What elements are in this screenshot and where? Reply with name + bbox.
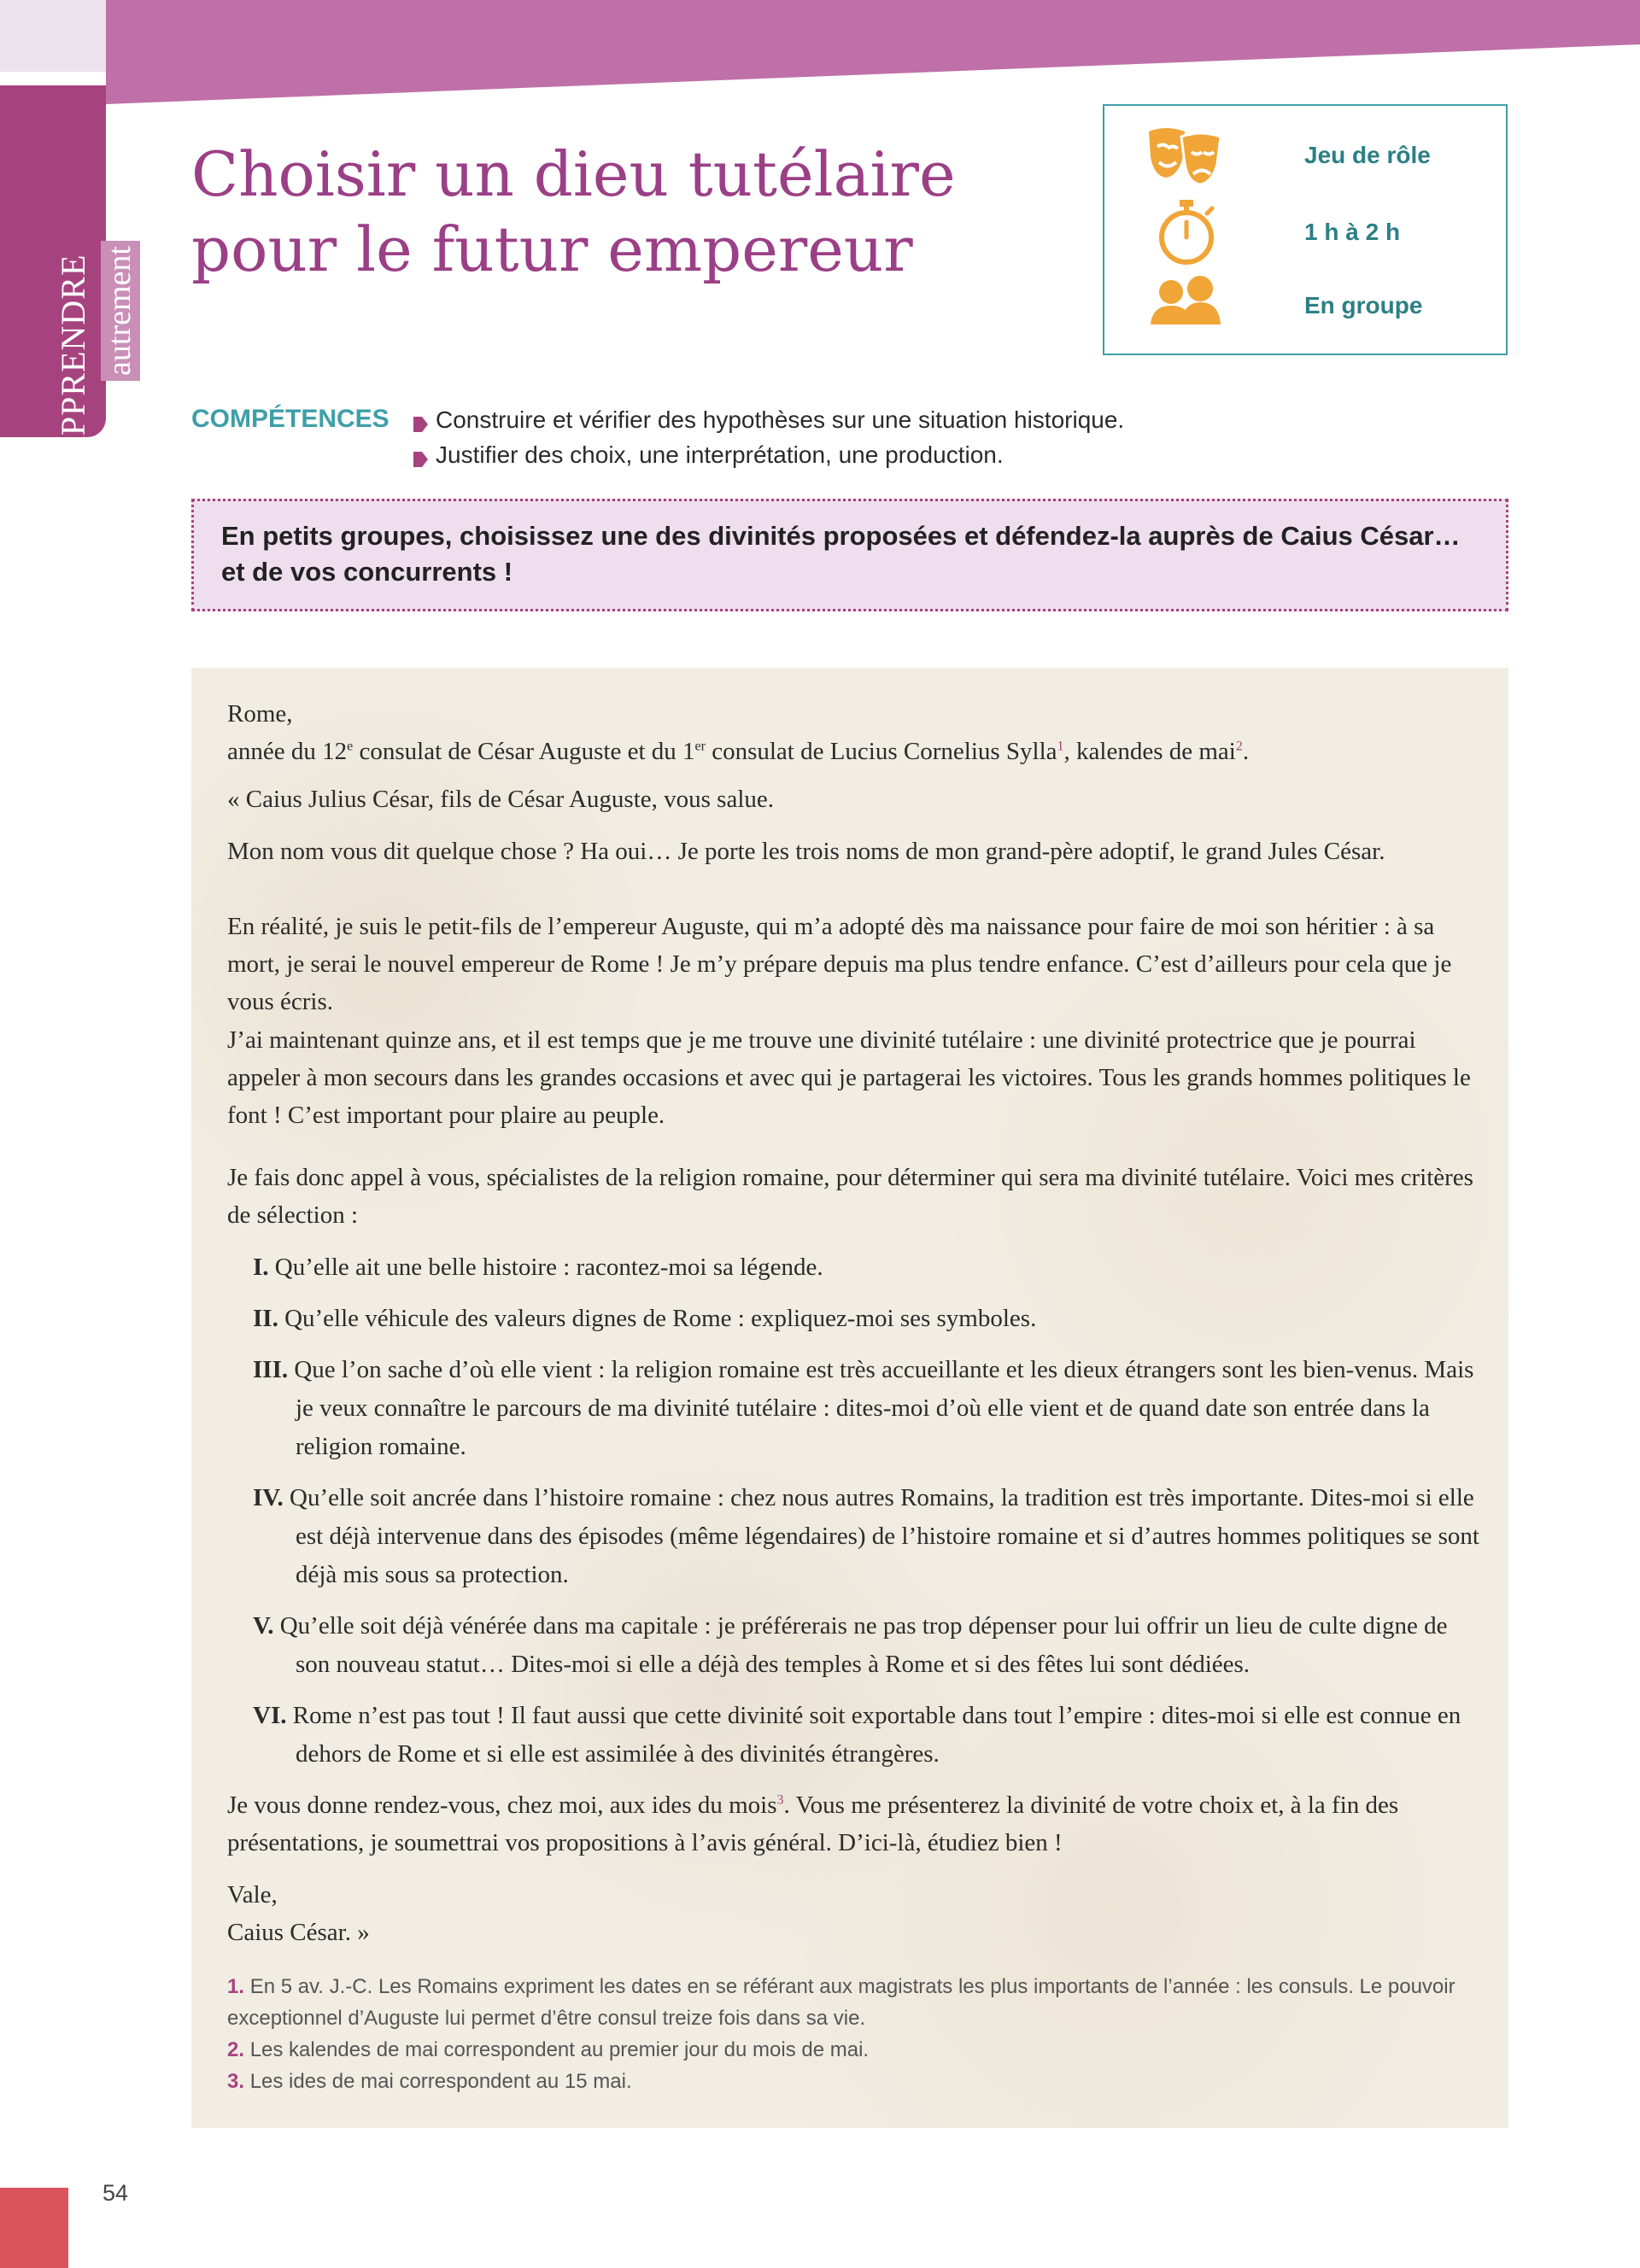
- criterion-text: Qu’elle véhicule des valeurs dignes de Rome : expliquez-moi ses symboles.: [284, 1305, 1037, 1332]
- competence-text: Construire et vérifier des hypothèses sur une situation historique.: [436, 406, 1125, 433]
- criterion-number: IV.: [253, 1484, 284, 1511]
- criterion-number: II.: [253, 1305, 278, 1332]
- competence-item: [412, 440, 1124, 475]
- date-part: .: [1242, 738, 1250, 765]
- letter-closing: [227, 1786, 1483, 1862]
- title-line-1: Choisir un dieu tutélaire: [191, 138, 956, 210]
- bullet-arrow-icon: [412, 446, 429, 465]
- criterion-text: Qu’elle ait une belle histoire : racontez-moi sa légende.: [274, 1254, 823, 1281]
- letter-paragraph: En réalité, je suis le petit-fils de l’empereur Auguste, qui m’a adopté dès ma naissance pour faire de moi son héritier : à sa mort, je serai le nouvel empereur de Rome ! Je m’y prépare depuis ma plus tendre enfance. C’est d’ailleurs pour cela que je vous écris.: [227, 913, 1452, 1015]
- date-part: , kalendes de mai: [1063, 738, 1236, 765]
- date-sup: er: [694, 739, 706, 754]
- task-instruction-text: [221, 518, 1485, 590]
- criterion-item: [253, 1300, 1483, 1338]
- footnote-number: 1.: [227, 1975, 245, 1998]
- task-line-1: En petits groupes, choisissez une des divinités proposées et défendez-la auprès de Caius César…: [221, 521, 1461, 551]
- letter-paragraph: J’ai maintenant quinze ans, et il est temps que je me trouve une divinité tutélaire : une divinité protectrice que je pourrai appeler à mon secours dans les grandes occasions et avec qui je partagerai les victoires. Tous les grands hommes politiques le font ! C’est important pour plaire au peuple.: [227, 1026, 1471, 1129]
- letter-heading: [227, 695, 1483, 770]
- competences-label: COMPÉTENCES: [191, 405, 390, 433]
- letter-parchment: [191, 668, 1508, 2128]
- task-line-2: et de vos concurrents !: [221, 557, 513, 587]
- footnote: [227, 2066, 1483, 2097]
- side-tab-main-label: APPRENDRE: [54, 254, 92, 461]
- footnote-number: 3.: [227, 2070, 245, 2093]
- footnote-text: En 5 av. J.-C. Les Romains expriment les dates en se référant aux magistrats les plus importants de l’année : les consuls. Le pouvoir exceptionnel d’Auguste lui permet d’être consul treize fois dans sa vie.: [227, 1975, 1456, 2030]
- info-label-group: En groupe: [1304, 292, 1423, 319]
- bullet-arrow-icon: [412, 411, 429, 430]
- letter-greeting: « Caius Julius César, fils de César Auguste, vous salue.: [227, 786, 774, 813]
- page-number: 54: [102, 2180, 129, 2206]
- theater-masks-icon: [1147, 123, 1224, 191]
- letter-date: [227, 738, 1249, 765]
- footnote-ref: 3: [776, 1792, 784, 1808]
- competences-list: [412, 405, 1124, 475]
- date-sup: e: [347, 739, 354, 754]
- date-part: consulat de Lucius Cornelius Sylla: [705, 738, 1057, 765]
- stopwatch-icon: [1147, 200, 1224, 268]
- letter-paragraph: Mon nom vous dit quelque chose ? Ha oui… Je porte les trois noms de mon grand-père adoptif, le grand Jules César.: [227, 838, 1385, 865]
- criterion-number: V.: [253, 1612, 274, 1640]
- competence-text: Justifier des choix, une interprétation, une production.: [436, 441, 1004, 468]
- letter-paragraph: Je fais donc appel à vous, spécialistes de la religion romaine, pour déterminer qui sera ma divinité tutélaire. Voici mes critères de sélection :: [227, 1164, 1473, 1229]
- top-decorative-band: [0, 0, 1640, 107]
- letter-vale: Vale,: [227, 1881, 278, 1909]
- task-instruction-box: [191, 499, 1508, 611]
- activity-info-box: [1103, 104, 1508, 355]
- criterion-text: Qu’elle soit ancrée dans l’histoire romaine : chez nous autres Romains, la tradition est très importante. Dites-moi si elle est déjà intervenue dans des épisodes (même légendaires) de l’histoire romaine et si d’autres hommes politiques se sont déjà mis sous sa protection.: [290, 1484, 1479, 1588]
- info-label-role-play: Jeu de rôle: [1304, 142, 1431, 168]
- info-row-role-play: [1147, 123, 1489, 191]
- criterion-number: VI.: [253, 1702, 287, 1729]
- closing-part: . Vous me présenterez la divinité de votre choix et, à la fin des présentations, je soumettrai vos propositions à l’avis général. D’ici-là, étudiez bien !: [227, 1792, 1399, 1856]
- date-part: consulat de César Auguste et du 1: [353, 738, 695, 765]
- criterion-text: Rome n’est pas tout ! Il faut aussi que cette divinité soit exportable dans tout l’empire : dites-moi si elle est connue en dehors de Rome et si elle est assimilée à des divinités étrangères.: [292, 1702, 1461, 1768]
- letter-signature-block: [227, 1876, 1483, 1951]
- side-tab-sub-label: autrement: [101, 241, 140, 381]
- letter-place: Rome,: [227, 700, 293, 728]
- footnote: [227, 2034, 1483, 2066]
- date-part: année du 12: [227, 738, 348, 765]
- footnote-text: Les kalendes de mai correspondent au premier jour du mois de mai.: [249, 2038, 870, 2061]
- footnotes: [227, 1971, 1483, 2097]
- criterion-item: [253, 1479, 1483, 1594]
- info-label-duration: 1 h à 2 h: [1304, 219, 1401, 245]
- criterion-item: [253, 1607, 1483, 1684]
- footnote: [227, 1971, 1483, 2034]
- page-corner-tab: [0, 2188, 68, 2268]
- letter-signature: Caius César. »: [227, 1919, 370, 1946]
- closing-part: Je vous donne rendez-vous, chez moi, aux ides du mois: [227, 1792, 777, 1819]
- criterion-text: Qu’elle soit déjà vénérée dans ma capitale : je préférerais ne pas trop dépenser pour lui offrir un lieu de culte digne de son nouveau statut… Dites-moi si elle a déjà des temples à Rome et si des fêtes lui sont dédiées.: [279, 1612, 1448, 1678]
- criterion-item: [253, 1351, 1483, 1466]
- group-icon: [1147, 273, 1224, 342]
- competence-item: [412, 405, 1124, 440]
- criterion-item: [253, 1248, 1483, 1287]
- criterion-number: III.: [253, 1356, 289, 1383]
- footnote-text: Les ides de mai correspondent au 15 mai.: [249, 2070, 632, 2093]
- info-row-group: [1147, 273, 1489, 342]
- chapter-side-tab: [0, 85, 138, 461]
- footnote-ref: 1: [1057, 739, 1064, 754]
- footnote-ref: 2: [1235, 739, 1243, 754]
- footnote-number: 2.: [227, 2038, 245, 2061]
- criterion-item: [253, 1697, 1483, 1774]
- title-line-2: pour le futur empereur: [191, 213, 913, 285]
- page-title: [191, 137, 1046, 287]
- criterion-number: I.: [253, 1254, 269, 1281]
- criterion-text: Que l’on sache d’où elle vient : la religion romaine est très accueillante et les dieux étrangers sont les bien-venus. Mais je veux connaître le parcours de ma divinité tutélaire : dites-moi d’où elle vient et de quand date son entrée dans la religion romaine.: [294, 1356, 1474, 1460]
- info-row-duration: [1147, 200, 1489, 268]
